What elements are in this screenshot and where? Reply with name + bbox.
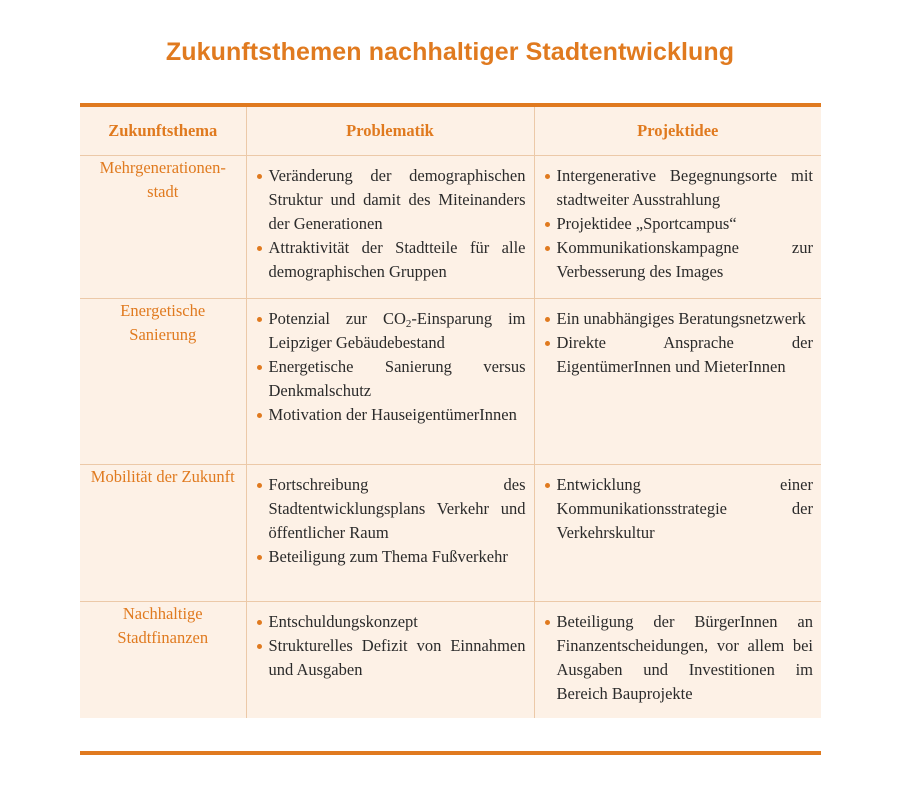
ideas-cell: [534, 602, 821, 718]
themes-table: [80, 107, 821, 718]
bullet-icon: [545, 222, 550, 227]
list-item: Direkte Ansprache der EigentümerInnen und MieterInnen: [545, 331, 814, 379]
list-item: Veränderung der demographischen Struktur und damit des Miteinanders der Generationen: [257, 164, 526, 236]
theme-label: Mobilität der Zukunft: [90, 467, 235, 486]
bullet-icon: [257, 620, 262, 625]
page-title: Zukunftsthemen nachhaltiger Stadtentwicklung: [165, 38, 735, 66]
list-item: Beteiligung zum Thema Fußverkehr: [257, 545, 526, 569]
problems-list: [257, 473, 526, 569]
table-header-row: [80, 107, 821, 156]
list-item: Fortschreibung des Stadtentwicklungsplans Verkehr und öffentlicher Raum: [257, 473, 526, 545]
bullet-icon: [545, 317, 550, 322]
list-item: Intergenerative Begegnungsorte mit stadtweiter Ausstrahlung: [545, 164, 814, 212]
bullet-icon: [257, 483, 262, 488]
bullet-icon: [545, 246, 550, 251]
bullet-icon: [257, 413, 262, 418]
table-row: [80, 299, 821, 465]
list-item: Entschuldungskonzept: [257, 610, 526, 634]
list-item: Energetische Sanierung versus Denkmalschutz: [257, 355, 526, 403]
ideas-list: [545, 610, 814, 706]
bullet-icon: [257, 317, 262, 322]
list-item: Entwicklung einer Kommunikationsstrategie der Verkehrskultur: [545, 473, 814, 545]
column-header-ideas: Projektidee: [534, 107, 821, 156]
bullet-icon: [545, 620, 550, 625]
problems-cell: [246, 602, 534, 718]
list-item: Ein unabhängiges Beratungsnetzwerk: [545, 307, 814, 331]
problems-cell: [246, 299, 534, 465]
list-item: Attraktivität der Stadtteile für alle demographischen Gruppen: [257, 236, 526, 284]
bullet-icon: [545, 341, 550, 346]
ideas-cell: [534, 156, 821, 299]
table-row: [80, 156, 821, 299]
bullet-icon: [545, 483, 550, 488]
list-item: Strukturelles Defizit von Einnahmen und Ausgaben: [257, 634, 526, 682]
theme-label: Nachhaltige Stadtfinanzen: [117, 604, 209, 647]
theme-label: Energetische Sanierung: [120, 301, 206, 344]
ideas-list: [545, 164, 814, 284]
list-item: Beteiligung der BürgerInnen an Finanzentscheidungen, vor allem bei Ausgaben und Investitionen im Bereich Bauprojekte: [545, 610, 814, 706]
theme-cell: [80, 465, 246, 602]
bullet-icon: [257, 365, 262, 370]
bottom-divider: [80, 751, 821, 755]
theme-label: Mehrgenerationen-stadt: [99, 158, 226, 201]
list-item: Motivation der HauseigentümerInnen: [257, 403, 526, 427]
problems-list: [257, 610, 526, 682]
problems-list: [257, 307, 526, 427]
column-header-theme: Zukunftsthema: [80, 107, 246, 156]
ideas-cell: [534, 465, 821, 602]
bullet-icon: [257, 644, 262, 649]
problems-cell: [246, 465, 534, 602]
table-row: [80, 465, 821, 602]
list-item: Kommunikationskampagne zur Verbesserung des Images: [545, 236, 814, 284]
problems-list: [257, 164, 526, 284]
theme-cell: [80, 602, 246, 718]
theme-cell: [80, 299, 246, 465]
bullet-icon: [257, 174, 262, 179]
ideas-list: [545, 473, 814, 545]
list-item: Potenzial zur $CO_2$-Einsparung im Leipziger Gebäudebestand: [257, 307, 526, 355]
ideas-list: [545, 307, 814, 379]
theme-cell: [80, 156, 246, 299]
bullet-icon: [257, 555, 262, 560]
ideas-cell: [534, 299, 821, 465]
bullet-icon: [257, 246, 262, 251]
bullet-icon: [545, 174, 550, 179]
list-item: Projektidee „Sportcampus“: [545, 212, 814, 236]
table-row: [80, 602, 821, 718]
problems-cell: [246, 156, 534, 299]
column-header-problems: Problematik: [246, 107, 534, 156]
